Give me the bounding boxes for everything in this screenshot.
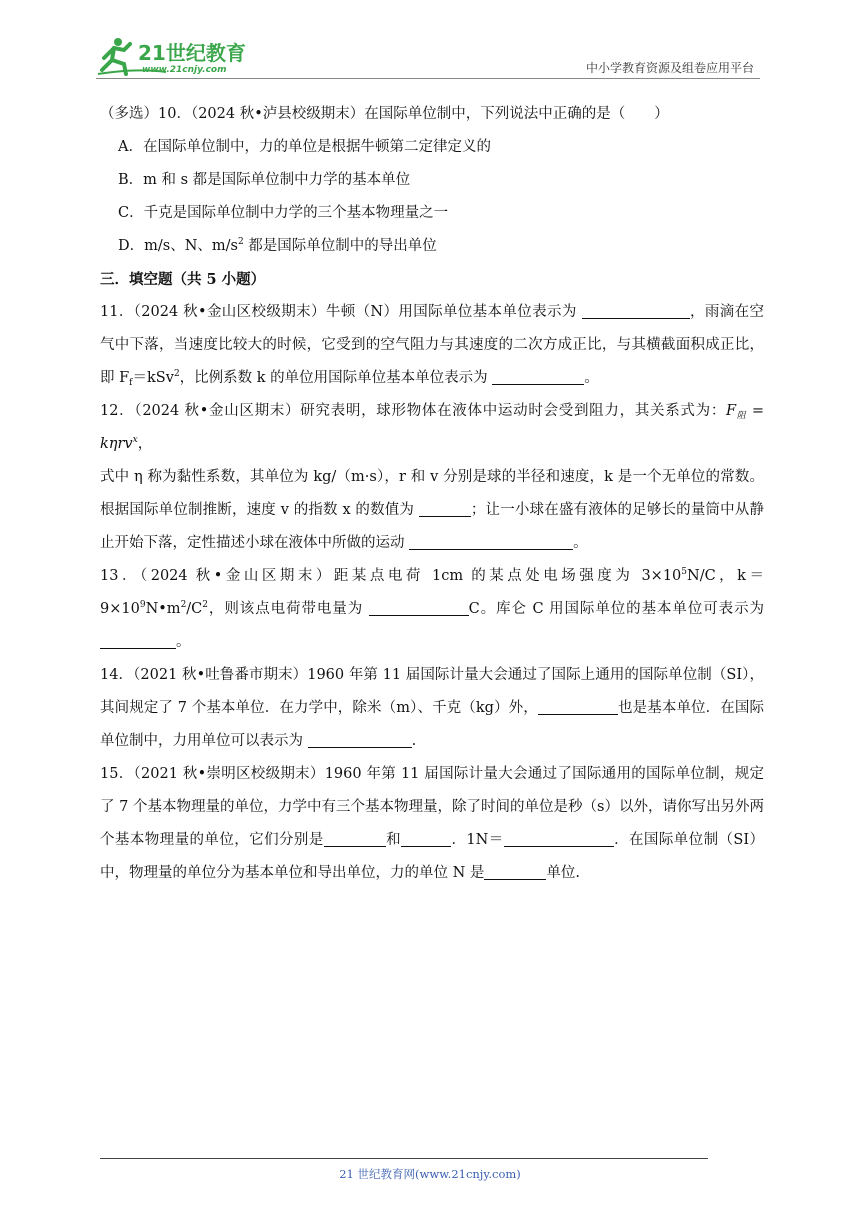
formula: $F_阻 = k\eta rv^x$ xyxy=(100,403,764,452)
section-heading: 三．填空题（共 5 小题） xyxy=(100,271,266,288)
logo-url: www.21cnjy.com xyxy=(142,65,227,75)
question-content xyxy=(100,98,764,890)
q10-option-c: C．千克是国际单位制中力学的三个基本物理量之一 xyxy=(118,205,449,221)
answer-blank[interactable] xyxy=(369,599,469,616)
answer-blank[interactable] xyxy=(492,368,584,385)
answer-blank[interactable] xyxy=(308,731,412,748)
answer-blank[interactable] xyxy=(419,500,471,517)
answer-blank[interactable] xyxy=(401,830,451,847)
q15: 15．（2021 秋•崇明区校级期末）1960 年第 11 届国际计量大会通过了国际通用的国际单位制，规定了 7 个基本物理量的单位，力学中有三个基本物理量，除了时间的单位是秒（s）以外，请你写出另外两个基本物理量的单位，它们分别是 和 ．1N＝ ．在国际单位制（SI）中，物理量的单位分为基本单位和导出单位，力的单位 N 是 单位. xyxy=(100,766,764,881)
answer-blank[interactable] xyxy=(324,830,386,847)
answer-blank[interactable] xyxy=(484,863,546,880)
q10-option-a: A．在国际单位制中，力的单位是根据牛顿第二定律定义的 xyxy=(118,139,491,155)
answer-blank[interactable] xyxy=(504,830,614,847)
header-divider xyxy=(96,78,760,79)
q12: 12．（2024 秋•金山区期末）研究表明，球形物体在液体中运动时会受到阻力，其关系式为：$F_阻 = k\eta rv^x$， 式中 η 称为黏性系数，其单位为 kg/（m·s），r 和 v 分别是球的半径和速度，k 是一个无单位的常数。根据国际单位制推断，速度 v 的指数 x 的数值为 ；让一小球在盛有液体的足够长的量筒中从静止开始下落，定性描述小球在液体中所做的运动 。 xyxy=(100,403,765,551)
answer-blank[interactable] xyxy=(409,533,573,550)
runner-icon xyxy=(96,36,256,78)
q14: 14．（2021 秋•吐鲁番市期末）1960 年第 11 届国际计量大会通过了国际上通用的国际单位制（SI），其间规定了 7 个基本单位．在力学中，除米（m）、千克（kg）外， 也是基本单位．在国际单位制中，力用单位可以表示为 . xyxy=(100,667,764,749)
footer-divider xyxy=(100,1158,708,1159)
site-logo xyxy=(96,36,256,78)
answer-blank[interactable] xyxy=(100,632,176,649)
q10-option-b: B．m 和 s 都是国际单位制中力学的基本单位 xyxy=(118,172,411,188)
q13: 13．（2024 秋•金山区期末）距某点电荷 1cm 的某点处电场强度为 $3\times 10^5N/C$，$k=9\times 10^9N•m^2/C^2$，则该点电荷带电量为 C。库仑 C 用国际单位的基本单位可表示为 。 xyxy=(100,567,765,650)
q10-stem: （多选）10．（2024 秋•泸县校级期末）在国际单位制中，下列说法中正确的是（ ） xyxy=(100,106,669,122)
answer-blank[interactable] xyxy=(582,302,690,319)
platform-name: 中小学教育资源及组卷应用平台 xyxy=(585,61,754,75)
q10-option-d: D．m/s、N、$m/s^2$ 都是国际单位制中的导出单位 xyxy=(118,237,437,254)
answer-blank[interactable] xyxy=(538,698,618,715)
logo-text: 21世纪教育 xyxy=(138,41,246,65)
q11: 11．（2024 秋•金山区校级期末）牛顿（N）用国际单位基本单位表示为 ，雨滴在空气中下落，当速度比较大的时候，它受到的空气阻力与其速度的二次方成正比，与其横截面积成正比，即 $F_f=kSv^2$，比例系数 k 的单位用国际单位基本单位表示为 。 xyxy=(100,304,765,388)
footer-text: 21 世纪教育网(www.21cnjy.com) xyxy=(339,1167,521,1181)
